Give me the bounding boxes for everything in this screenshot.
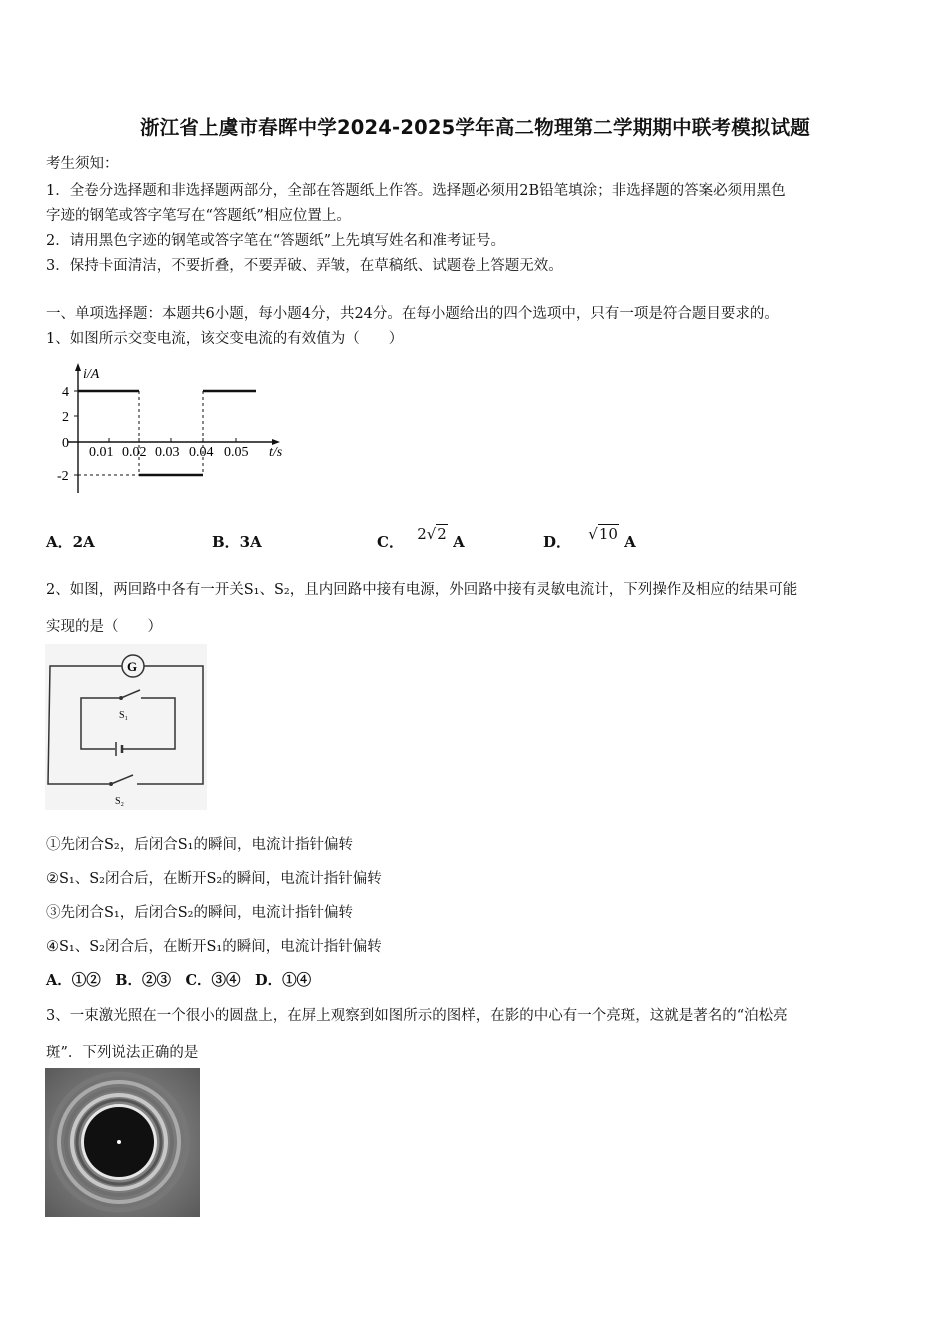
exam-title: 浙江省上虞市春晖中学2024-2025学年高二物理第二学期期中联考模拟试题: [139, 116, 811, 139]
notice-item-3: 3．保持卡面清洁，不要折叠，不要弄破、弄皱，在草稿纸、试题卷上答题无效。: [46, 258, 563, 274]
bright-spot: [117, 1140, 121, 1144]
question-1-stem: 1、如图所示交变电流，该交变电流的有效值为（ ）: [46, 331, 404, 347]
section-heading: 一、单项选择题：本题共6小题，每小题4分，共24分。在每小题给出的四个选项中，只有一项是符合题目要求的。: [46, 306, 779, 322]
current-time-graph: [46, 358, 306, 498]
graph-ytick-neg2: -2: [57, 469, 69, 484]
q1-option-b: B．3A: [212, 533, 262, 551]
question-2-stem-line-2: 实现的是（ ）: [46, 619, 162, 635]
q1-option-c-label: C．: [377, 533, 404, 551]
poisson-spot-image: [45, 1068, 200, 1217]
graph-xtick-0.05: 0.05: [224, 445, 249, 460]
circuit-diagram: [45, 644, 207, 810]
graph-y-label: i/A: [83, 367, 100, 382]
q1-option-c-unit: A: [453, 533, 465, 551]
question-3-stem-line-1: 3、一束激光照在一个很小的圆盘上，在屏上观察到如图所示的图样，在影的中心有一个亮斑，这就是著名的“泊松亮: [46, 1008, 788, 1024]
graph-xtick-0.03: 0.03: [155, 445, 180, 460]
q1-option-d-unit: A: [624, 533, 636, 551]
q1-option-d-label: D．: [543, 533, 572, 551]
graph-xtick-0.02: 0.02: [122, 445, 147, 460]
q2-statement-1: ①先闭合S₂，后闭合S₁的瞬间，电流计指针偏转: [46, 837, 353, 853]
q2-statement-3: ③先闭合S₁，后闭合S₂的瞬间，电流计指针偏转: [46, 905, 353, 921]
notice-item-1-line-1: 1．全卷分选择题和非选择题两部分，全部在答题纸上作答。选择题必须用2B铅笔填涂；非选择题的答案必须用黑色: [46, 183, 786, 199]
question-2-stem-line-1: 2、如图，两回路中各有一开关S₁、S₂，且内回路中接有电源，外回路中接有灵敏电流计，下列操作及相应的结果可能: [46, 582, 798, 598]
graph-x-label: t/s: [269, 445, 283, 460]
q1-option-d: [543, 525, 636, 552]
graph-xtick-0.01: 0.01: [89, 445, 114, 460]
q2-statement-4: ④S₁、S₂闭合后，在断开S₁的瞬间，电流计指针偏转: [46, 939, 382, 955]
galvanometer-label: G: [127, 659, 138, 674]
graph-xtick-0.04: 0.04: [189, 445, 214, 460]
graph-ytick-4: 4: [62, 385, 69, 400]
switch-s1-label: S₁: [119, 710, 129, 721]
q1-option-a: A．2A: [46, 533, 95, 551]
graph-ytick-2: 2: [62, 410, 69, 425]
notice-heading: 考生须知：: [46, 156, 119, 172]
q1-option-d-expression: √10: [588, 525, 618, 543]
q2-statement-2: ②S₁、S₂闭合后，在断开S₂的瞬间，电流计指针偏转: [46, 871, 382, 887]
notice-item-1-line-2: 字迹的钢笔或答字笔写在“答题纸”相应位置上。: [46, 208, 351, 224]
q1-option-c: [377, 525, 465, 552]
q2-options: A．①② B．②③ C．③④ D．①④: [46, 972, 312, 989]
graph-ytick-0: 0: [62, 436, 69, 451]
notice-item-2: 2．请用黑色字迹的钢笔或答字笔在“答题纸”上先填写姓名和准考证号。: [46, 233, 506, 249]
question-3-stem-line-2: 斑”．下列说法正确的是: [46, 1045, 199, 1061]
switch-s2-label: S₂: [115, 796, 125, 807]
q1-option-c-expression: 2√2: [417, 525, 447, 543]
